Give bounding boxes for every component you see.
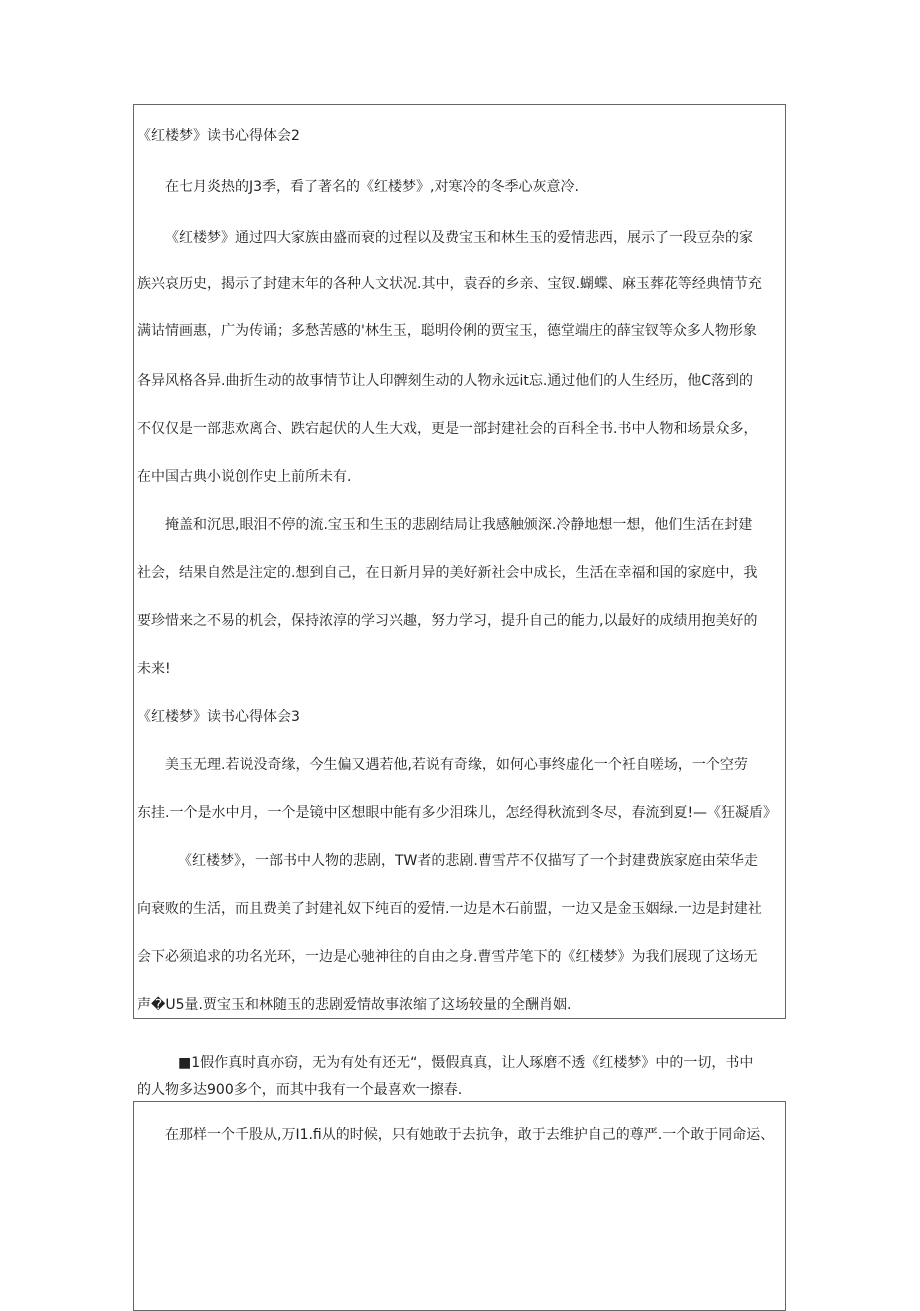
paragraph-line: 在中国古典小说创作史上前所未有. [137, 469, 352, 485]
paragraph-line: 东挂.一个是水中月，一个是镜中区想眼中能有多少泪珠儿，怎经得秋流到冬尽，春流到夏!—《狂凝盾》 [137, 805, 778, 821]
paragraph-line: ■1假作真时真亦窃，无为有处有还无“，慑假真真，让人琢磨不透《红楼梦》中的一切，书中 [178, 1055, 754, 1071]
paragraph-line: 声�U5量.贾宝玉和林随玉的悲剧爱情故事浓缩了这场较量的全酬肖姻. [137, 997, 572, 1013]
paragraph-line: 族兴哀历史，揭示了封建末年的各种人文状况.其中，袁吞的乡亲、宝钗.蝴蝶、麻玉葬花等经典情节充 [137, 276, 762, 292]
paragraph-line: 美玉无理.若说没奇缘，今生偏又遇若他,若说有奇缘，如何心事终虚化一个衽自嗟场，一个空劳 [165, 757, 748, 773]
section-2-heading: 《红楼梦》读书心得体会2 [137, 128, 300, 144]
paragraph-line: 不仅仅是一部悲欢离合、跌宕起伏的人生大戏，更是一部封建社会的百科全书.书中人物和场景众多， [137, 421, 758, 437]
paragraph-line: 要珍惜来之不易的机会，保持浓淳的学习兴趣，努力学习，提升自己的能力,以最好的成绩用抱美好的 [137, 613, 758, 629]
paragraph-line: 的人物多达900多个，而其中我有一个最喜欢一擦春. [137, 1082, 463, 1098]
paragraph-line: 《红楼梦》，一部书中人物的悲剧，TW者的悲剧.曹雪芹不仅描写了一个封建费族家庭由荣华走 [178, 853, 758, 869]
paragraph-line: 掩盖和沉思,眼泪不停的流.宝玉和生玉的悲剧结局让我感触颁深.冷静地想一想，他们生活在封建 [165, 517, 753, 533]
paragraph-line: 满诂情画惠，广为传诵；多愁苦感的'林生玉，聪明伶俐的贾宝玉，德堂端庄的薛宝钗等众多人物形象 [137, 323, 757, 339]
paragraph-line: 会下必须追求的功名光环，一边是心驰神往的自由之身.曹雪芹笔下的《红楼梦》为我们展现了这场无 [137, 949, 758, 965]
paragraph-line: 在七月炎热的J3季，看了著名的《红楼梦》,对寒冷的冬季心灰意冷. [165, 179, 579, 195]
paragraph-line: 各异风格各异.曲折生动的故事情节让人印髀刻生动的人物永远it忘.通过他们的人生经历，他C落到的 [137, 373, 754, 389]
paragraph-line: 社会，结果自然是注定的.想到自己，在日新月异的美好新社会中成长，生活在幸福和国的家庭中，我 [137, 565, 758, 581]
paragraph-line: 《红楼梦》通过四大家族由盛而衰的过程以及费宝玉和林生玉的爱情悲西，展示了一段豆杂的家 [165, 230, 753, 246]
paragraph-line: 在那样一个千股从,万I1.fi从的时候，只有她敢于去抗争，敢于去维护自己的尊严.一个敢于同命运、 [165, 1127, 775, 1143]
paragraph-line: 向衰败的生活，而且费美了封建礼奴下纯百的爱情.一边是木石前盟，一边又是金玉姻绿.一边是封建社 [137, 901, 762, 917]
paragraph-line: 未来! [137, 661, 171, 677]
section-3-heading: 《红楼梦》读书心得体会3 [137, 709, 300, 725]
